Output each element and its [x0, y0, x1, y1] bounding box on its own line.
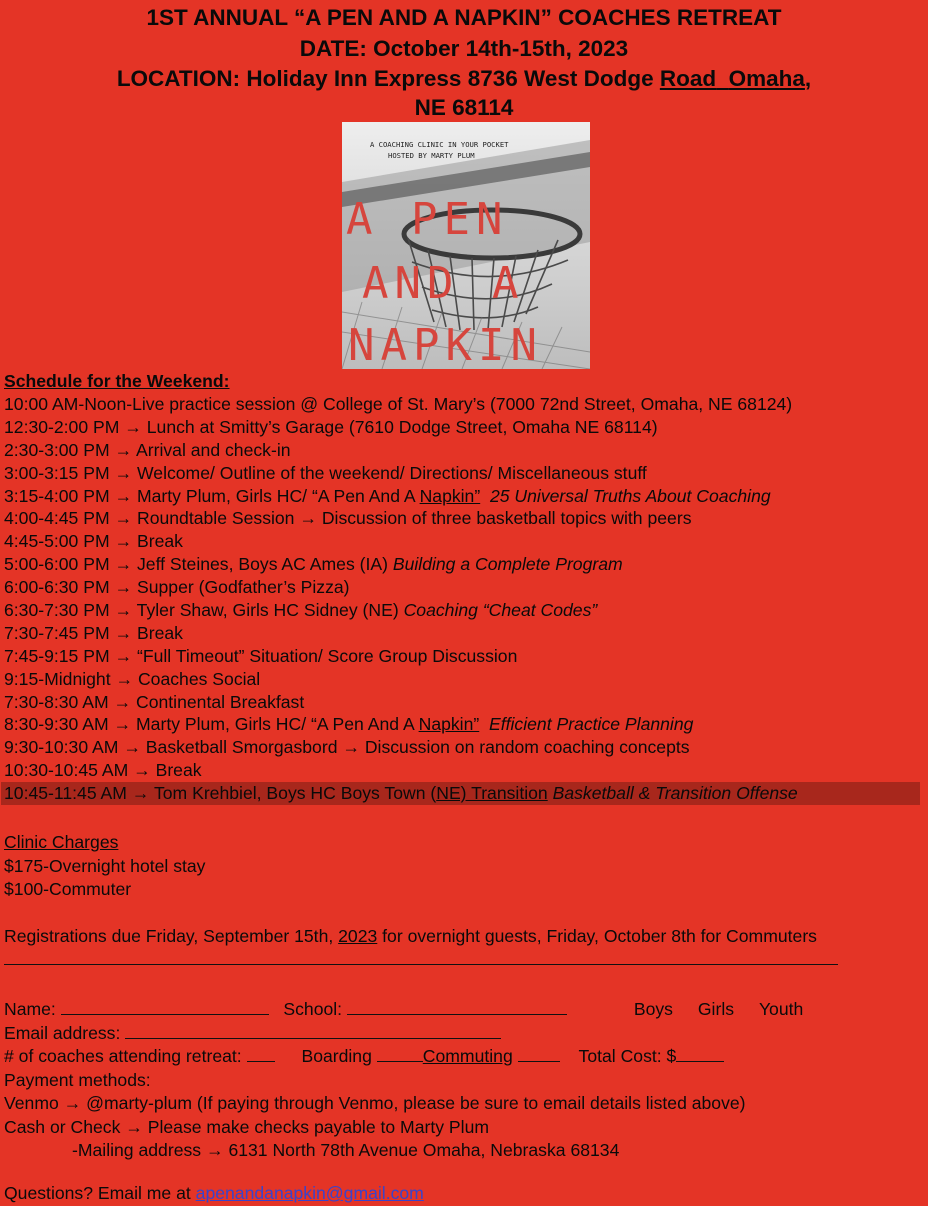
event-date: DATE: October 14th-15th, 2023 — [299, 36, 629, 61]
schedule-row: 2:30-3:00 PM → Arrival and check-in — [4, 439, 291, 460]
charge-overnight: $175-Overnight hotel stay — [4, 855, 206, 876]
schedule-row: 3:00-3:15 PM → Welcome/ Outline of the weekend/ Directions/ Miscellaneous stuff — [4, 462, 647, 483]
contact-email-link[interactable]: apenandanapkin@gmail.com — [195, 1183, 424, 1203]
option-girls[interactable]: Girls — [697, 999, 735, 1019]
schedule-row: 12:30-2:00 PM → Lunch at Smitty’s Garage (7610 Dodge Street, Omaha NE 68114) — [4, 416, 658, 437]
name-field[interactable] — [61, 998, 269, 1015]
questions-line: Questions? Email me at apenandanapkin@gmail.com — [4, 1183, 424, 1203]
schedule-row: 4:45-5:00 PM → Break — [4, 531, 183, 552]
schedule-row: 10:00 AM-Noon-Live practice session @ College of St. Mary’s (7000 72nd Street, Omaha, NE 68124) — [4, 394, 793, 414]
registration-form — [4, 998, 803, 1163]
cover-caption-line2: HOSTED BY MARTY PLUM — [388, 151, 475, 160]
schedule-row: 5:00-6:00 PM → Jeff Steines, Boys AC Ames (IA) Building a Complete Program — [4, 554, 623, 575]
payment-title: Payment methods: — [4, 1069, 151, 1090]
school-label: School: — [283, 999, 343, 1019]
coaches-count-field[interactable] — [247, 1045, 275, 1062]
cover-caption-line1: A COACHING CLINIC IN YOUR POCKET — [370, 140, 509, 149]
schedule-row: 9:15-Midnight → Coaches Social — [4, 668, 261, 689]
schedule-row: 4:00-4:45 PM → Roundtable Session → Discussion of three basketball topics with peers — [4, 508, 692, 529]
school-field[interactable] — [347, 998, 567, 1015]
commuting-label: Commuting — [422, 1046, 513, 1066]
cover-title-word3: NAPKIN — [348, 320, 543, 369]
schedule-row: 7:30-7:45 PM → Break — [4, 622, 183, 643]
form-row-email — [4, 1022, 803, 1046]
schedule-row: 6:30-7:30 PM → Tyler Shaw, Girls HC Sidney (NE) Coaching “Cheat Codes” — [4, 600, 598, 621]
schedule-row: 7:30-8:30 AM → Continental Breakfast — [4, 691, 305, 712]
event-location: LOCATION: Holiday Inn Express 8736 West Dodge Road Omaha, — [116, 66, 812, 91]
email-label: Email address: — [4, 1022, 121, 1043]
boarding-label: Boarding — [301, 1046, 372, 1066]
payment-cash: Cash or Check → Please make checks payable to Marty Plum — [4, 1116, 490, 1137]
form-row-name — [4, 998, 803, 1022]
total-cost-label: Total Cost: $ — [578, 1046, 677, 1066]
schedule-row: 7:45-9:15 PM → “Full Timeout” Situation/ Score Group Discussion — [4, 645, 518, 666]
total-cost-field[interactable] — [676, 1045, 724, 1062]
charges-title: Clinic Charges — [4, 832, 119, 852]
cover-title-word2: AND A — [362, 258, 525, 309]
schedule-row: 10:45-11:45 AM → Tom Krehbiel, Boys HC Boys Town (NE) Transition Basketball & Transition Offense — [1, 782, 920, 805]
email-field[interactable] — [125, 1022, 501, 1039]
schedule-row: 9:30-10:30 AM → Basketball Smorgasbord → Discussion on random coaching concepts — [4, 737, 690, 758]
schedule-row: 10:30-10:45 AM → Break — [4, 760, 202, 781]
coaches-label: # of coaches attending retreat: — [4, 1046, 242, 1066]
payment-venmo: Venmo → @marty-plum (If paying through Venmo, please be sure to email details listed above) — [4, 1093, 746, 1113]
clinic-charges — [4, 831, 205, 902]
schedule-title: Schedule for the Weekend: — [4, 371, 230, 391]
schedule-row: 6:00-6:30 PM → Supper (Godfather’s Pizza) — [4, 577, 350, 598]
divider-line — [4, 964, 838, 965]
form-row-coaches — [4, 1045, 803, 1069]
boarding-field[interactable] — [377, 1045, 423, 1062]
name-label: Name: — [4, 999, 56, 1019]
option-youth[interactable]: Youth — [758, 999, 804, 1019]
book-cover-image — [342, 122, 590, 369]
mailing-address: -Mailing address → 6131 North 78th Avenue Omaha, Nebraska 68134 — [72, 1140, 620, 1160]
option-boys[interactable]: Boys — [633, 999, 673, 1019]
event-location-zip: NE 68114 — [414, 95, 514, 120]
commuting-field[interactable] — [518, 1045, 560, 1062]
charge-commuter: $100-Commuter — [4, 879, 132, 899]
schedule-row: 8:30-9:30 AM → Marty Plum, Girls HC/ “A Pen And A Napkin” Efficient Practice Planning — [4, 714, 694, 735]
cover-title-word1: A PEN — [346, 194, 509, 245]
registration-deadline: Registrations due Friday, September 15th, 2023 for overnight guests, Friday, October 8th for Commuters — [4, 926, 817, 946]
schedule-row: 3:15-4:00 PM → Marty Plum, Girls HC/ “A Pen And A Napkin” 25 Universal Truths About Coaching — [4, 485, 771, 506]
schedule-section — [4, 370, 920, 805]
event-title: 1ST ANNUAL “A PEN AND A NAPKIN” COACHES RETREAT — [146, 5, 782, 30]
